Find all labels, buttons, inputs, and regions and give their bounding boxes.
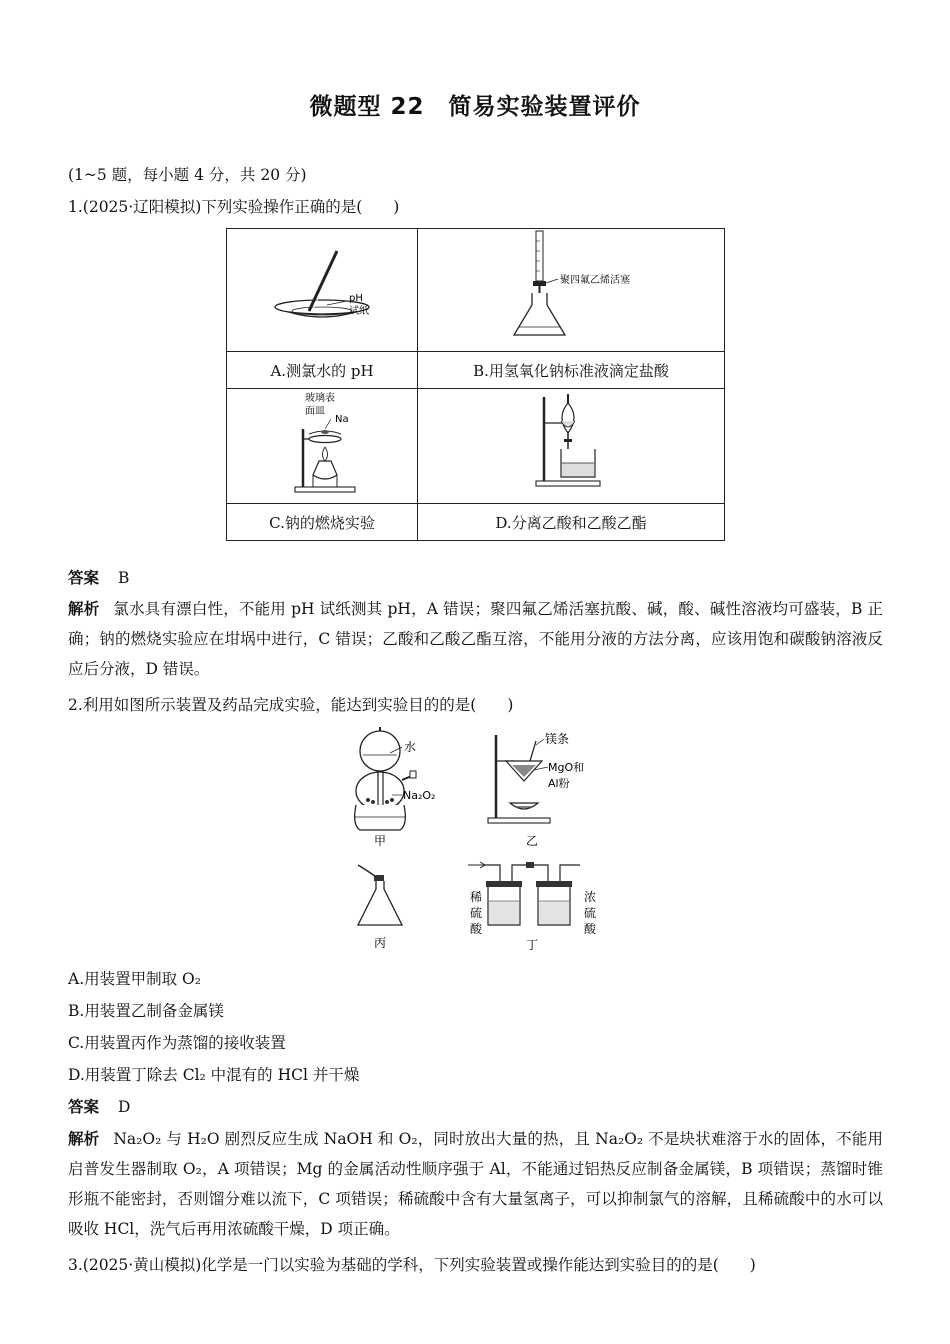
burette-figure [418, 229, 724, 347]
q2-answer-label: 答案 [68, 1098, 100, 1116]
q1-answer-label: 答案 [68, 569, 100, 587]
q2-answer-value: D [117, 1098, 131, 1116]
q1-stem: 1.(2025·辽阳模拟)下列实验操作正确的是( ) [68, 198, 400, 216]
q2-analysis-text: Na₂O₂ 与 H₂O 剧烈反应生成 NaOH 和 O₂，同时放出大量的热，且 Na₂O₂ 不是块状难溶于水的固体，不能用启普发生器制取 O₂，A 项错误；Mg 的金属活动性顺序强于 Al，不能通过铝热反应制备金属镁，B 项错误；蒸馏时锥形瓶不能密封，否则馏分难以流下，C 项错误；稀硫酸中含有大量氢离子，可以抑制氯气的溶解，且稀硫酸中的水可以吸收 HCl，洗气后再用浓硫酸干燥，D 项正确。 [68, 1130, 883, 1238]
q2-option-b: B.用装置乙制备金属镁 [68, 1002, 224, 1020]
svg-text:pH: pH [349, 293, 363, 304]
svg-text:丙: 丙 [374, 936, 387, 950]
q2-apparatus-figure [330, 725, 630, 955]
q1-option-c-label: C.钠的燃烧实验 [227, 504, 418, 541]
sodium-burning-figure [227, 389, 417, 499]
svg-text:甲: 甲 [374, 834, 387, 848]
svg-text:稀: 稀 [470, 890, 483, 904]
q1-option-c-figure [227, 389, 418, 504]
svg-text:酸: 酸 [470, 922, 483, 936]
q1-option-d-label: D.分离乙酸和乙酸乙酯 [418, 504, 725, 541]
svg-text:镁条: 镁条 [545, 732, 570, 746]
separatory-funnel-figure [418, 389, 724, 499]
apparatus-ding [468, 862, 597, 952]
svg-text:Al粉: Al粉 [548, 777, 570, 790]
page-title: 微题型 22 简易实验装置评价 [309, 94, 641, 120]
svg-text:试纸: 试纸 [349, 306, 369, 317]
q1-option-a-figure [227, 229, 418, 352]
ph-paper-figure [227, 229, 417, 347]
svg-text:面皿: 面皿 [305, 406, 325, 417]
q2-option-d: D.用装置丁除去 Cl₂ 中混有的 HCl 并干燥 [68, 1066, 360, 1084]
q1-analysis-text: 氯水具有漂白性，不能用 pH 试纸测其 pH，A 错误；聚四氟乙烯活塞抗酸、碱，酸、碱性溶液均可盛装，B 正确；钠的燃烧实验应在坩埚中进行，C 错误；乙酸和乙酸乙酯互溶，不能用分液的方法分离，应该用饱和碳酸钠溶液反应后分液，D 错误。 [68, 600, 883, 678]
svg-text:浓: 浓 [584, 890, 597, 904]
svg-text:硫: 硫 [470, 906, 483, 920]
q2-analysis [68, 1124, 883, 1244]
q1-option-b-label: B.用氢氧化钠标准液滴定盐酸 [418, 352, 725, 389]
svg-text:硫: 硫 [584, 906, 597, 920]
q1-option-b-figure [418, 229, 725, 352]
svg-text:乙: 乙 [526, 834, 539, 848]
apparatus-yi [488, 731, 584, 848]
svg-text:酸: 酸 [584, 922, 597, 936]
svg-text:Na: Na [335, 414, 349, 425]
q1-option-a-label: A.测氯水的 pH [227, 352, 418, 389]
svg-text:MgO和: MgO和 [548, 761, 585, 774]
apparatus-bing [358, 865, 402, 950]
q1-analysis [68, 594, 883, 684]
q2-option-c: C.用装置丙作为蒸馏的接收装置 [68, 1034, 286, 1052]
q1-options-table [226, 228, 725, 541]
q1-option-d-figure [418, 389, 725, 504]
svg-text:水: 水 [404, 740, 417, 754]
q2-answer [68, 1096, 130, 1118]
section-intro: (1~5 题，每小题 4 分，共 20 分) [68, 166, 307, 184]
svg-text:玻璃表: 玻璃表 [305, 393, 335, 404]
apparatus-jia [354, 727, 435, 848]
svg-text:丁: 丁 [526, 938, 539, 952]
svg-text:Na₂O₂: Na₂O₂ [403, 789, 436, 802]
q3-stem: 3.(2025·黄山模拟)化学是一门以实验为基础的学科，下列实验装置或操作能达到实验目的的是( ) [68, 1256, 756, 1274]
q2-stem: 2.利用如图所示装置及药品完成实验，能达到实验目的的是( ) [68, 696, 514, 714]
q2-analysis-label: 解析 [68, 1130, 100, 1148]
q1-answer-value: B [117, 569, 130, 587]
q2-option-a: A.用装置甲制取 O₂ [68, 970, 201, 988]
q1-answer [68, 567, 129, 589]
svg-text:聚四氟乙烯活塞: 聚四氟乙烯活塞 [560, 275, 630, 286]
q1-analysis-label: 解析 [68, 600, 100, 618]
